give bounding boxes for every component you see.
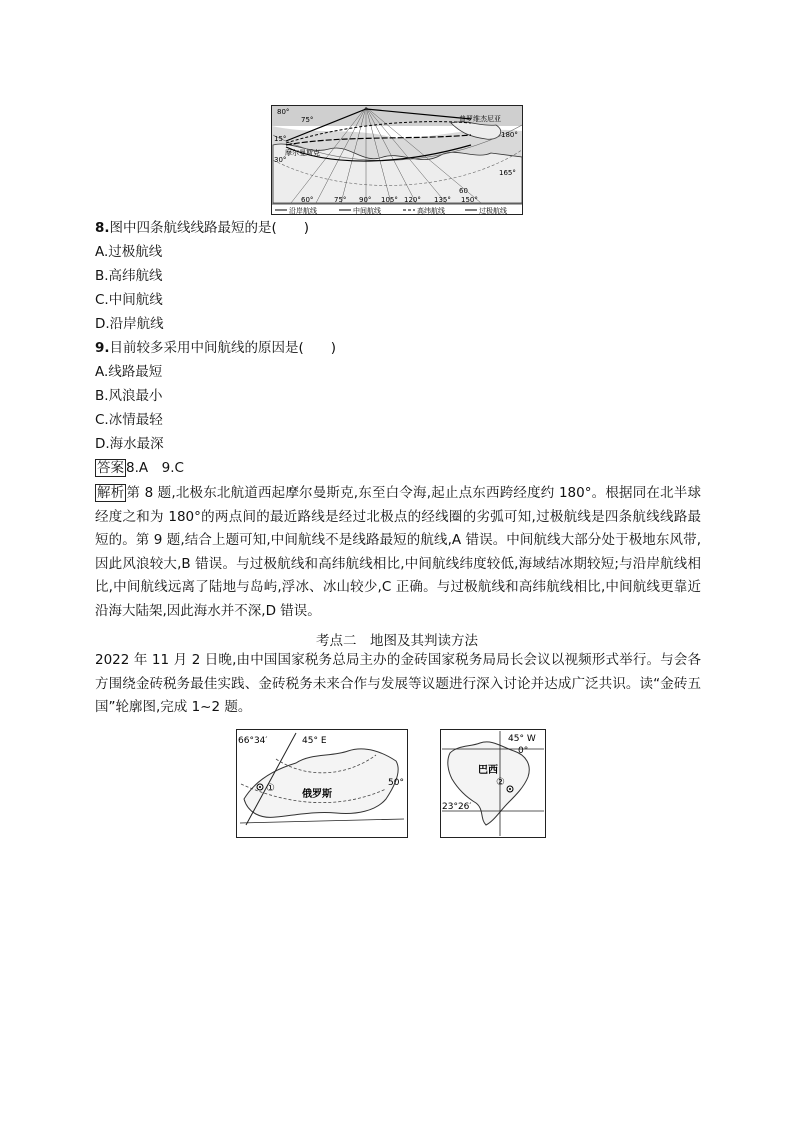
lat-label-15: 15° bbox=[274, 135, 287, 143]
lat-label-75: 75° bbox=[301, 116, 314, 124]
lat-label: 0° bbox=[518, 746, 529, 756]
lon-label: 135° bbox=[434, 196, 451, 204]
marker-label: ① bbox=[266, 783, 275, 794]
lon-label: 180° bbox=[501, 131, 518, 139]
intro-paragraph: 2022 年 11 月 2 日晚,由中国国家税务总局主办的金砖国家税务局局长会议以视频形式举行。与会各方围绕金砖税务最佳实践、金砖税务未来合作与发展等议题进行深入讨论并达成广泛共识。读“金砖五国”轮廓图,完成 1~2 题。 bbox=[95, 652, 701, 715]
lon-label: 150° bbox=[461, 196, 478, 204]
lat-label: 23°26′ bbox=[442, 802, 472, 812]
option-d: D.沿岸航线 bbox=[95, 316, 164, 332]
option-a: A.线路最短 bbox=[95, 364, 163, 380]
question-number: 8. bbox=[95, 220, 110, 236]
lon-label: 45° E bbox=[302, 736, 327, 746]
question-text: 图中四条航线线路最短的是( ) bbox=[109, 220, 310, 236]
question-text: 目前较多采用中间航线的原因是( ) bbox=[109, 340, 337, 356]
lon-label: 120° bbox=[404, 196, 421, 204]
lat-label-30: 30° bbox=[274, 156, 287, 164]
place-label-provideniya: 普罗维杰尼亚 bbox=[459, 115, 501, 123]
lon-label: 165° bbox=[499, 169, 516, 177]
option-b: B.高纬航线 bbox=[95, 268, 163, 284]
brazil-outline-map bbox=[440, 729, 546, 838]
lon-label: 60 bbox=[459, 187, 468, 195]
lon-label: 105° bbox=[381, 196, 398, 204]
legend-middle: 中间航线 bbox=[353, 207, 381, 215]
option-a: A.过极航线 bbox=[95, 244, 163, 260]
answer-text: 8.A 9.C bbox=[126, 460, 184, 476]
lat-label: 66°34′ bbox=[238, 736, 268, 746]
question-8-stem bbox=[95, 219, 309, 237]
lon-label: 90° bbox=[359, 196, 372, 204]
analysis-paragraph bbox=[95, 482, 701, 623]
analysis-tag: 解析 bbox=[97, 485, 125, 501]
lat-label-80: 80° bbox=[277, 108, 290, 116]
question-9-stem bbox=[95, 339, 336, 357]
option-d: D.海水最深 bbox=[95, 436, 164, 452]
lat-label: 50° bbox=[388, 778, 404, 788]
place-label-murmansk: 摩尔曼斯克 bbox=[285, 149, 320, 157]
answer-line bbox=[95, 459, 184, 477]
legend-high-lat: 高纬航线 bbox=[417, 207, 445, 215]
lon-label: 45° W bbox=[508, 734, 536, 744]
option-c: C.中间航线 bbox=[95, 292, 163, 308]
lon-label: 60° bbox=[301, 196, 314, 204]
option-c: C.冰情最轻 bbox=[95, 412, 163, 428]
arctic-route-map bbox=[271, 105, 523, 215]
option-b: B.风浪最小 bbox=[95, 388, 163, 404]
country-label: 俄罗斯 bbox=[302, 789, 332, 800]
analysis-text: 第 8 题,北极东北航道西起摩尔曼斯克,东至白令海,起止点东西跨经度约 180°。根据同在北半球经度之和为 180°的两点间的最近路线是经过北极点的经线圈的劣弧可知,过极航线是四条航线线路最短的。第 9 题,结合上题可知,中间航线不是线路最短的航线,A 错误。中间航线大部分处于极地东风带,因此风浪较大,B 错误。与过极航线和高纬航线相比,中间航线纬度较低,海域结冰期较短;与沿岸航线相比,中间航线远离了陆地与岛屿,浮冰、冰山较少,C 正确。与过极航线和高纬航线相比,中间航线更靠近沿海大陆架,因此海水并不深,D 错误。 bbox=[95, 485, 702, 619]
russia-outline-map bbox=[236, 729, 408, 838]
marker-label: ② bbox=[496, 777, 505, 788]
answer-tag: 答案 bbox=[97, 460, 124, 476]
lon-label: 75° bbox=[334, 196, 347, 204]
legend-coastal: 沿岸航线 bbox=[289, 207, 317, 215]
section-title: 考点二 地图及其判读方法 bbox=[316, 633, 478, 649]
legend-polar: 过极航线 bbox=[479, 207, 507, 215]
question-number: 9. bbox=[95, 340, 110, 356]
country-label: 巴西 bbox=[478, 765, 498, 776]
